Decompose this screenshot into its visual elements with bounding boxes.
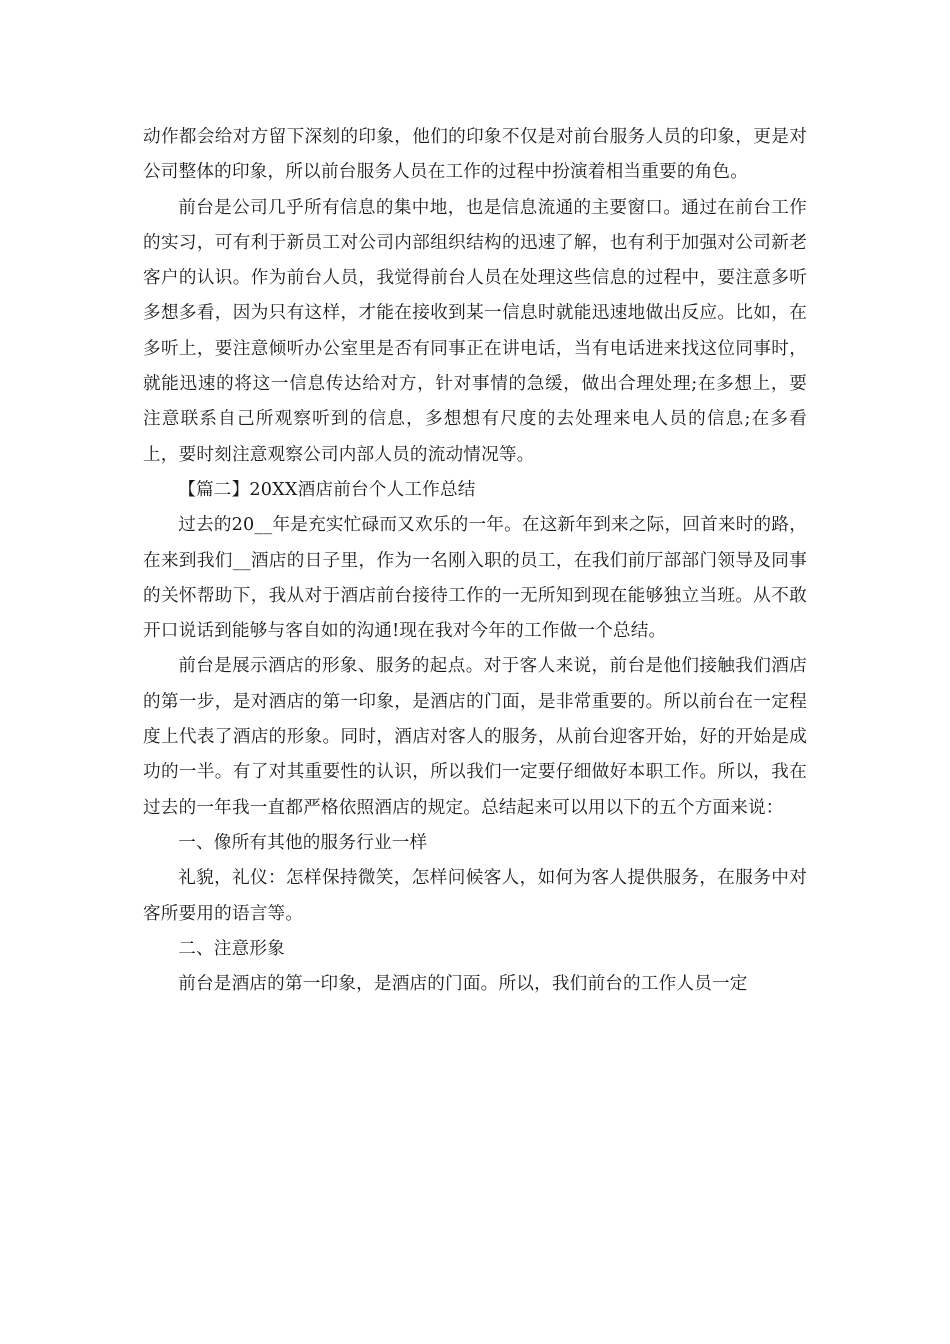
document-page — [143, 120, 807, 1002]
paragraph: 前台是酒店的第一印象，是酒店的门面。所以，我们前台的工作人员一定 — [178, 974, 748, 995]
paragraph: 礼貌，礼仪：怎样保持微笑，怎样问候客人，如何为客人提供服务，在服务中对客所要用的语言等。 — [143, 868, 807, 924]
list-heading: 二、注意形象 — [178, 938, 285, 959]
list-heading: 一、像所有其他的服务行业一样 — [178, 832, 428, 853]
paragraph-continued: 动作都会给对方留下深刻的印象，他们的印象不仅是对前台服务人员的印象，更是对公司整体的印象，所以前台服务人员在工作的过程中扮演着相当重要的角色。 — [143, 127, 807, 183]
paragraph: 前台是展示酒店的形象、服务的起点。对于客人来说，前台是他们接触我们酒店的第一步，是对酒店的第一印象，是酒店的门面，是非常重要的。所以前台在一定程度上代表了酒店的形象。同时，酒店对客人的服务，从前台迎客开始，好的开始是成功的一半。有了对其重要性的认识，所以我们一定要仔细做好本职工作。所以，我在过去的一年我一直都严格依照酒店的规定。总结起来可以用以下的五个方面来说： — [143, 656, 807, 818]
paragraph: 前台是公司几乎所有信息的集中地，也是信息流通的主要窗口。通过在前台工作的实习，可有利于新员工对公司内部组织结构的迅速了解，也有利于加强对公司新老客户的认识。作为前台人员，我觉得前台人员在处理这些信息的过程中，要注意多听多想多看，因为只有这样，才能在接收到某一信息时就能迅速地做出反应。比如，在多听上，要注意倾听办公室里是否有同事正在讲电话，当有电话进来找这位同事时，就能迅速的将这一信息传达给对方，针对事情的急缓，做出合理处理;在多想上，要注意联系自己所观察听到的信息，多想想有尺度的去处理来电人员的信息;在多看上，要时刻注意观察公司内部人员的流动情况等。 — [143, 197, 807, 465]
section-heading: 【篇二】20XX酒店前台个人工作总结 — [178, 479, 476, 500]
paragraph: 过去的20__年是充实忙碌而又欢乐的一年。在这新年到来之际，回首来时的路，在来到我们__酒店的日子里，作为一名刚入职的员工，在我们前厅部部门领导及同事的关怀帮助下，我从对于酒店前台接待工作的一无所知到现在能够独立当班。从不敢开口说话到能够与客自如的沟通!现在我对今年的工作做一个总结。 — [143, 515, 807, 642]
